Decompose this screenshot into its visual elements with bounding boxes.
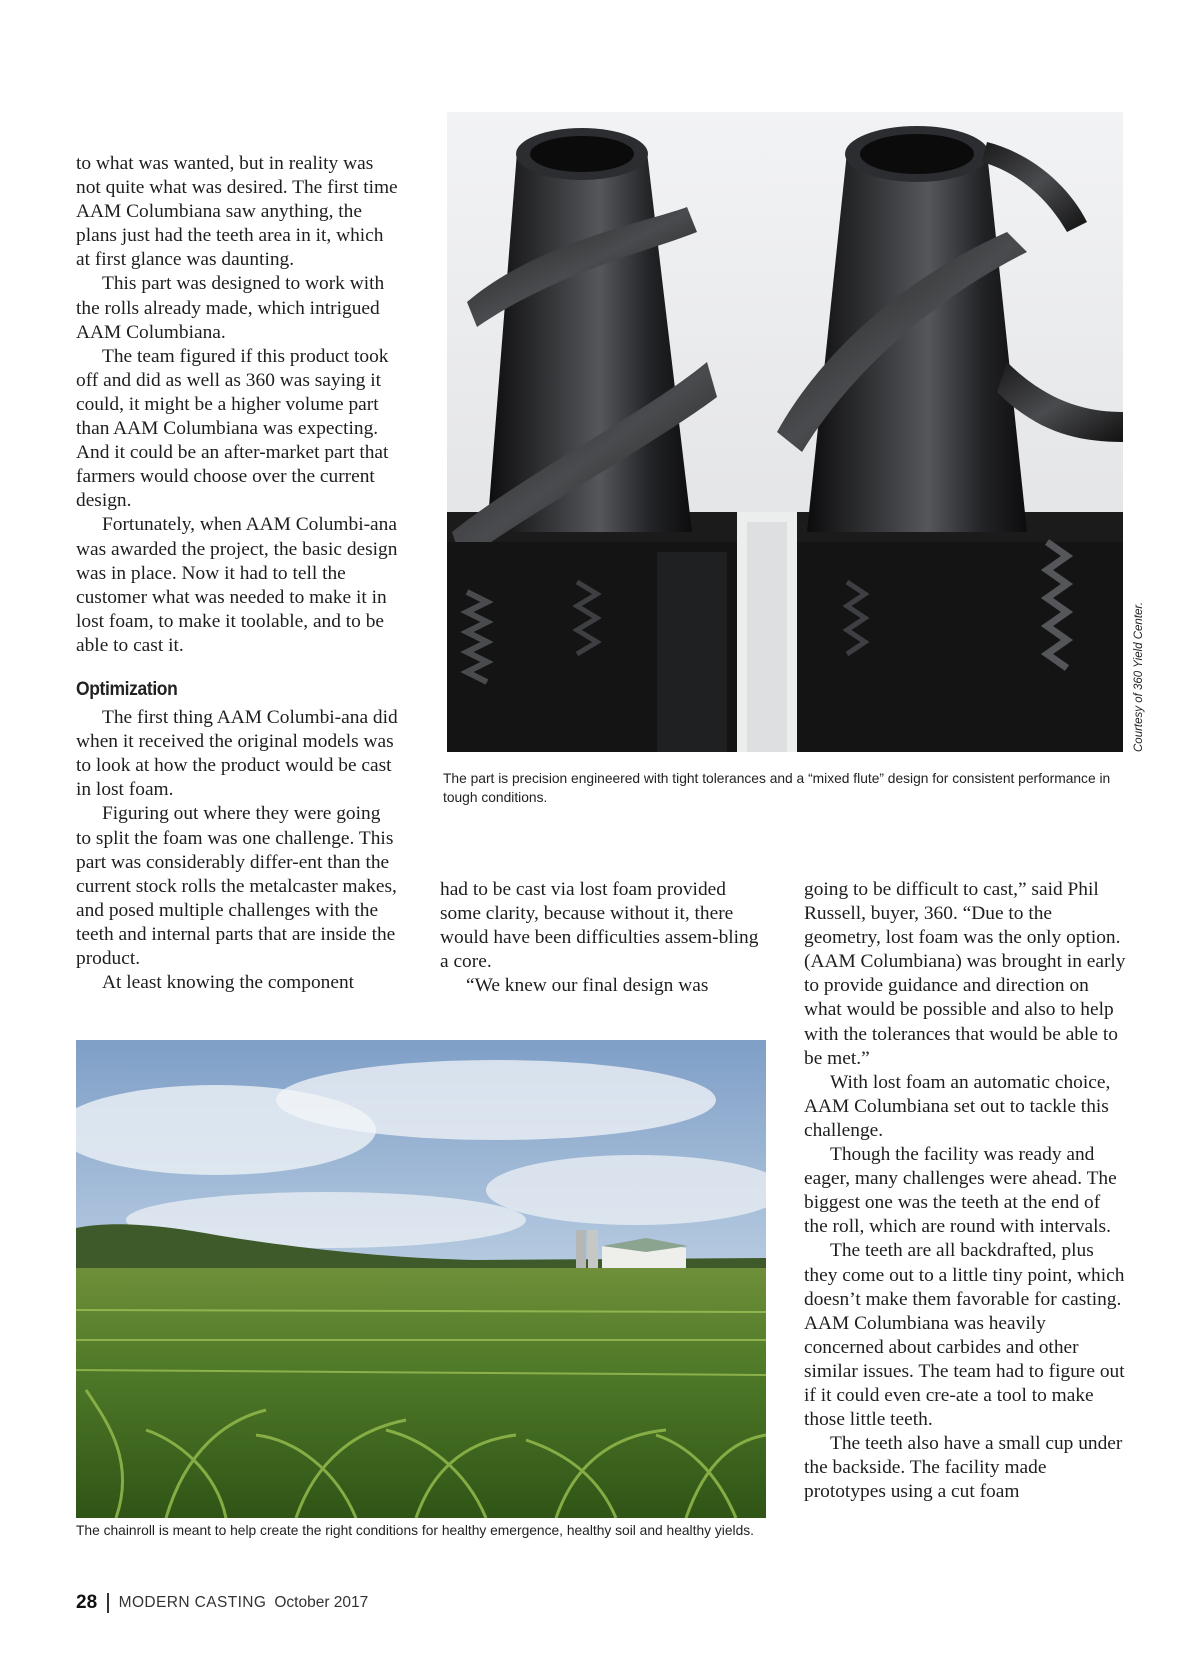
paragraph: This part was designed to work with the rolls already made, which intrigued AAM Columbiana.	[76, 273, 385, 343]
cornfield-illustration	[76, 1040, 766, 1518]
photo-caption: The part is precision engineered with tight tolerances and a “mixed flute” design for consistent performance in tough conditions.	[443, 771, 1111, 805]
footer-divider	[107, 1593, 109, 1613]
photo-credit: Courtesy of 360 Yield Center.	[1133, 601, 1145, 752]
paragraph: Though the facility was ready and eager, many challenges were ahead. The biggest one was the teeth at the end of the roll, which are round with intervals.	[804, 1144, 1117, 1238]
cornfield-photo	[76, 1040, 766, 1518]
page-footer	[76, 1591, 368, 1615]
paragraph: With lost foam an automatic choice, AAM Columbiana set out to tackle this challenge.	[804, 1071, 1111, 1141]
paragraph: At least knowing the component	[102, 972, 355, 994]
paragraph: The first thing AAM Columbi-ana did when it received the original models was to look at how the product would be cast in lost foam.	[76, 707, 398, 801]
paragraph: going to be difficult to cast,” said Phil Russell, buyer, 360. “Due to the geometry, lost foam was the only option. (AAM Columbiana) was brought in early to provide guidance and direction on what would be possible and also to help with the tolerances that would be able to be met.”	[804, 879, 1126, 1069]
paragraph: The teeth are all backdrafted, plus they come out to a little tiny point, which doesn’t make them favorable for casting. AAM Columbiana was heavily concerned about carbides and other similar issues. The team had to figure out if it could even cre-ate a tool to make those little teeth.	[804, 1240, 1125, 1431]
paragraph: Fortunately, when AAM Columbi-ana was awarded the project, the basic design was in place. Now it had to tell the customer what was needed to make it in lost foam, to make it toolable, and to be able to cast it.	[76, 514, 398, 656]
chainroll-photo	[447, 112, 1123, 752]
article-column-right	[804, 878, 1126, 1504]
chainroll-illustration	[447, 112, 1123, 752]
article-column-left	[76, 152, 398, 995]
paragraph: The teeth also have a small cup under the backside. The facility made prototypes using a cut foam	[804, 1433, 1123, 1503]
paragraph: to what was wanted, but in reality was not quite what was desired. The first time AAM Columbiana saw anything, the plans just had the teeth area in it, which at first glance was daunting.	[76, 153, 398, 271]
photo-caption: The chainroll is meant to help create the right conditions for healthy emergence, healthy soil and healthy yields.	[76, 1523, 754, 1538]
article-column-middle	[440, 878, 762, 998]
section-heading: Optimization	[76, 678, 178, 700]
paragraph: The team figured if this product took off and did as well as 360 was saying it could, it might be a higher volume part than AAM Columbiana was expecting. And it could be an after-market part that farmers would choose over the current design.	[76, 345, 389, 512]
paragraph: had to be cast via lost foam provided some clarity, because without it, there would have been difficulties assem-bling a core.	[440, 879, 759, 973]
paragraph: Figuring out where they were going to split the foam was one challenge. This part was considerably differ-ent than the current stock rolls the metalcaster makes, and posed multiple challenges with the teeth and internal parts that are inside the product.	[76, 803, 397, 969]
publication-name: MODERN CASTING	[118, 1594, 267, 1611]
paragraph: “We knew our final design was	[466, 975, 709, 997]
page-number: 28	[76, 1592, 98, 1613]
issue-date: October 2017	[274, 1594, 369, 1611]
